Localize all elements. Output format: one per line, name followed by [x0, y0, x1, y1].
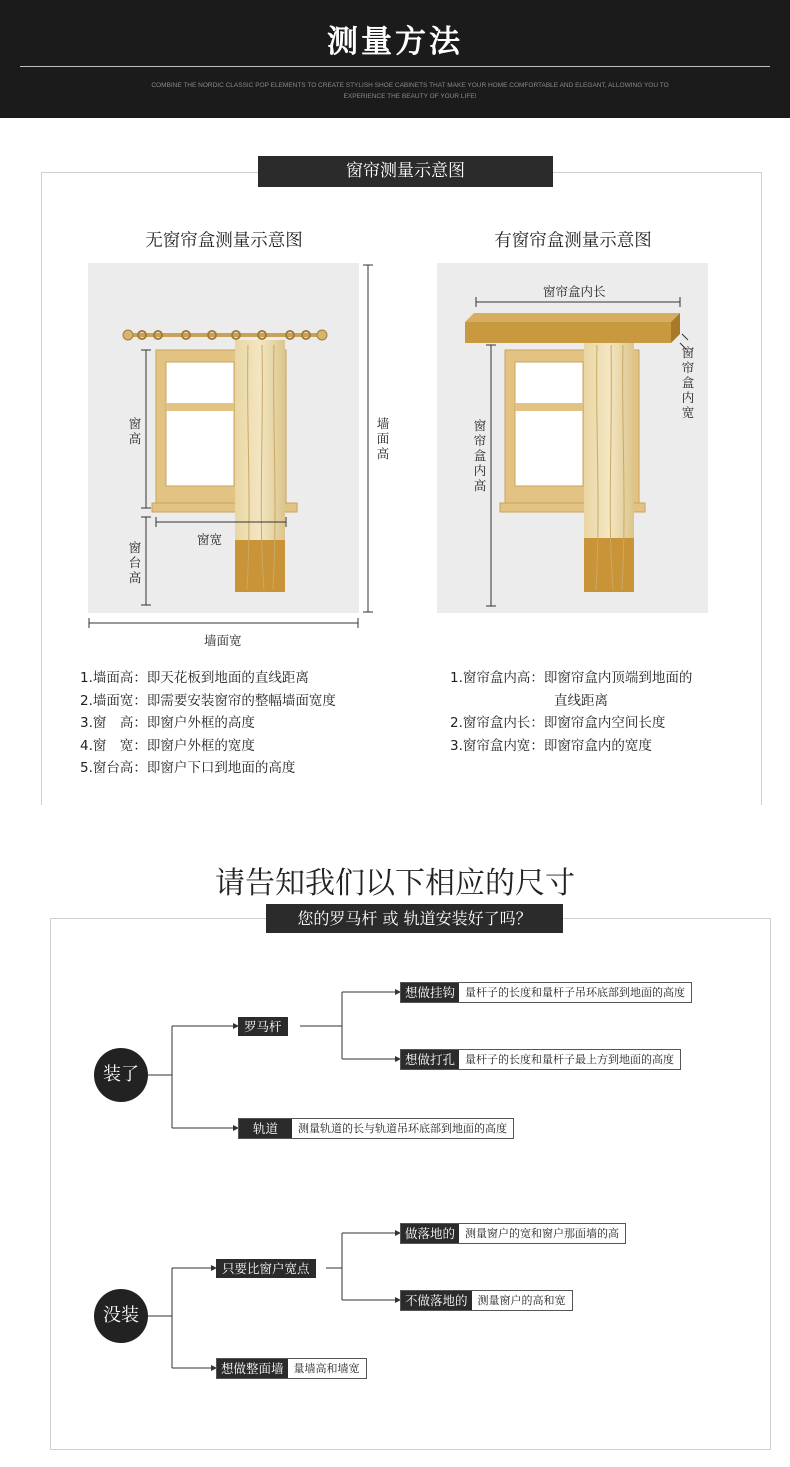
note-item-continued: 直线距离 [554, 692, 608, 709]
curtain-left [235, 340, 285, 592]
box-diagram-title: 有窗帘盒测量示意图 [494, 231, 652, 251]
option-track [238, 1118, 514, 1139]
section-band-diagram: 窗帘测量示意图 [258, 156, 553, 187]
option-hook-tag: 想做挂钩 [401, 983, 459, 1002]
curtain-rod-icon [123, 330, 327, 340]
label-wall-width: 墙面宽 [204, 633, 242, 648]
option-whole-wall [216, 1358, 367, 1379]
option-floor-length [400, 1223, 626, 1244]
option-not-floor-length [400, 1290, 573, 1311]
notes-with-box [450, 667, 692, 757]
label-sill-height: 窗台高 [128, 540, 142, 585]
note-item: 4.窗 宽：即窗户外框的宽度 [80, 737, 255, 754]
label-box-height: 窗帘盒内高 [473, 418, 487, 493]
option-wall-text: 量墙高和墙宽 [288, 1359, 366, 1378]
tag-roman-rod: 罗马杆 [238, 1017, 288, 1036]
option-nofloor-text: 测量窗户的高和宽 [472, 1291, 572, 1310]
section-heading-sizes: 请告知我们以下相应的尺寸 [215, 866, 575, 901]
option-hook-text: 量杆子的长度和量杆子吊环底部到地面的高度 [459, 983, 691, 1002]
label-window-height: 窗高 [128, 416, 142, 446]
installed-circle: 装了 [94, 1048, 148, 1102]
note-item: 3.窗 高：即窗户外框的高度 [80, 715, 255, 731]
option-punch-tag: 想做打孔 [401, 1050, 459, 1069]
option-floor-text: 测量窗户的宽和窗户那面墙的高 [459, 1224, 625, 1243]
note-item: 2.墙面宽：即需要安装窗帘的整幅墙面宽度 [80, 692, 336, 709]
note-item: 1.墙面高：即天花板到地面的直线距离 [80, 670, 309, 686]
option-punch-text: 量杆子的长度和量杆子最上方到地面的高度 [459, 1050, 680, 1069]
label-window-width: 窗宽 [197, 532, 223, 547]
not-installed-circle: 没装 [94, 1289, 148, 1343]
tag-wider-than-window: 只要比窗户宽点 [216, 1259, 316, 1278]
label-wall-height: 墙面高 [376, 416, 390, 461]
label-box-length: 窗帘盒内长 [543, 284, 606, 299]
notes-no-box [80, 667, 336, 780]
option-wall-tag: 想做整面墙 [217, 1359, 288, 1378]
curtain-right [584, 343, 634, 592]
note-item: 3.窗帘盒内宽：即窗帘盒内的宽度 [450, 737, 652, 754]
label-box-width: 窗帘盒内宽 [681, 345, 695, 420]
curtain-box-icon [465, 313, 680, 343]
option-nofloor-tag: 不做落地的 [401, 1291, 472, 1310]
option-track-text: 测量轨道的长与轨道吊环底部到地面的高度 [292, 1119, 513, 1138]
note-item: 5.窗台高：即窗户下口到地面的高度 [80, 760, 296, 776]
option-track-tag: 轨道 [239, 1119, 292, 1138]
section-band-question: 您的罗马杆 或 轨道安装好了吗？ [266, 904, 563, 933]
option-punch [400, 1049, 681, 1070]
note-item: 1.窗帘盒内高：即窗帘盒内顶端到地面的 [450, 670, 693, 686]
no-box-diagram-title: 无窗帘盒测量示意图 [145, 231, 303, 251]
option-hook [400, 982, 692, 1003]
header-subtitle: COMBINE THE NORDIC CLASSIC POP ELEMENTS TO CREATE STYLISH SHOE CABINETS THAT MAKE YOUR HOME COMFORTABLE AND ELEGANT, ALLOWING YOU TO EXPERIENCE THE BEAUTY OF YOUR LIFE! [151, 82, 669, 100]
option-floor-tag: 做落地的 [401, 1224, 459, 1243]
note-item: 2.窗帘盒内长：即窗帘盒内空间长度 [450, 715, 666, 731]
page-title: 测量方法 [327, 24, 463, 60]
